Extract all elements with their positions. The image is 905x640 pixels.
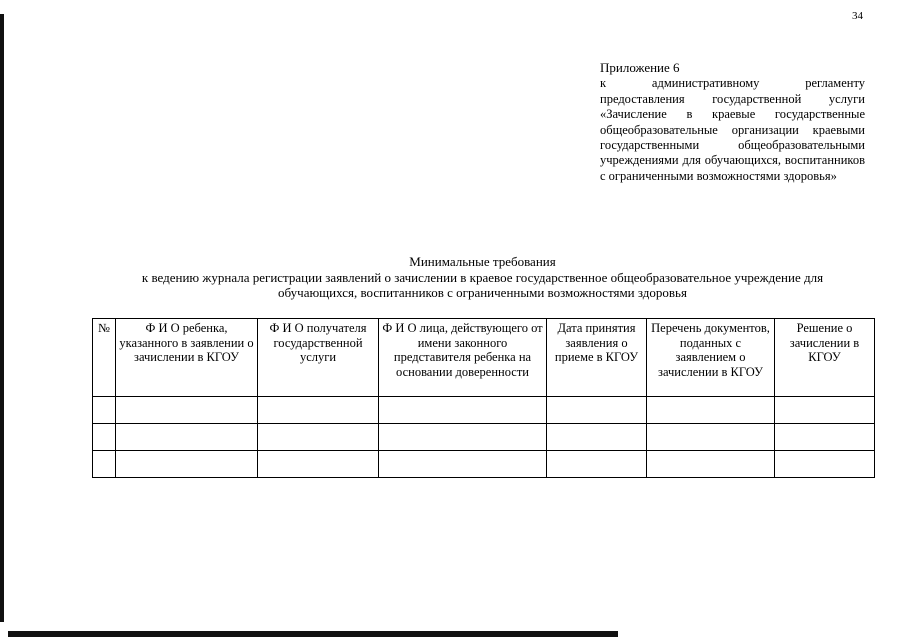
column-header-proxy-name: Ф И О лица, действующего от имени законного представителя ребенка на основании доверенности bbox=[379, 319, 547, 397]
table-cell bbox=[379, 397, 547, 424]
document-heading bbox=[60, 254, 905, 301]
table-cell bbox=[647, 451, 775, 478]
table-cell bbox=[116, 424, 258, 451]
table-cell bbox=[93, 397, 116, 424]
table-cell bbox=[775, 424, 875, 451]
table-cell bbox=[258, 397, 379, 424]
appendix-title: Приложение 6 bbox=[600, 60, 680, 75]
table-cell bbox=[93, 451, 116, 478]
table-cell bbox=[258, 424, 379, 451]
heading-subtitle-line-2: обучающихся, воспитанников с ограниченными возможностями здоровья bbox=[278, 285, 687, 300]
table-cell bbox=[379, 424, 547, 451]
table-row bbox=[93, 424, 875, 451]
table-cell bbox=[258, 451, 379, 478]
table-cell bbox=[116, 451, 258, 478]
table-cell bbox=[116, 397, 258, 424]
table-cell bbox=[647, 424, 775, 451]
table-cell bbox=[647, 397, 775, 424]
registration-journal-table bbox=[92, 318, 875, 478]
column-header-enrollment-decision: Решение о зачислении в КГОУ bbox=[775, 319, 875, 397]
table-header-row bbox=[93, 319, 875, 397]
column-header-child-name: Ф И О ребенка, указанного в заявлении о зачислении в КГОУ bbox=[116, 319, 258, 397]
scan-edge-left bbox=[0, 14, 4, 622]
table-cell bbox=[93, 424, 116, 451]
column-header-recipient-name: Ф И О получателя государственной услуги bbox=[258, 319, 379, 397]
table-cell bbox=[547, 451, 647, 478]
column-header-documents-list: Перечень документов, поданных с заявлением о зачислении в КГОУ bbox=[647, 319, 775, 397]
appendix-block bbox=[600, 60, 865, 184]
table-cell bbox=[775, 451, 875, 478]
table-row bbox=[93, 397, 875, 424]
page-number: 34 bbox=[852, 10, 863, 22]
heading-subtitle-line-1: к ведению журнала регистрации заявлений о зачислении в краевое государственное общеобразовательное учреждение для bbox=[141, 269, 824, 285]
scan-edge-bottom bbox=[8, 631, 618, 637]
column-header-acceptance-date: Дата принятия заявления о приеме в КГОУ bbox=[547, 319, 647, 397]
table-cell bbox=[775, 397, 875, 424]
column-header-number: № bbox=[93, 319, 116, 397]
table-cell bbox=[547, 424, 647, 451]
table-row bbox=[93, 451, 875, 478]
appendix-text: к административному регламенту предоставления государственной услуги «Зачисление в краевые государственные общеобразовательные организации краевыми государственными общеобразовательными учреждениями для обучающихся, воспитанников с ограниченными возможностями здоровья» bbox=[600, 76, 865, 183]
table-cell bbox=[547, 397, 647, 424]
table-cell bbox=[379, 451, 547, 478]
heading-title: Минимальные требования bbox=[409, 254, 556, 269]
